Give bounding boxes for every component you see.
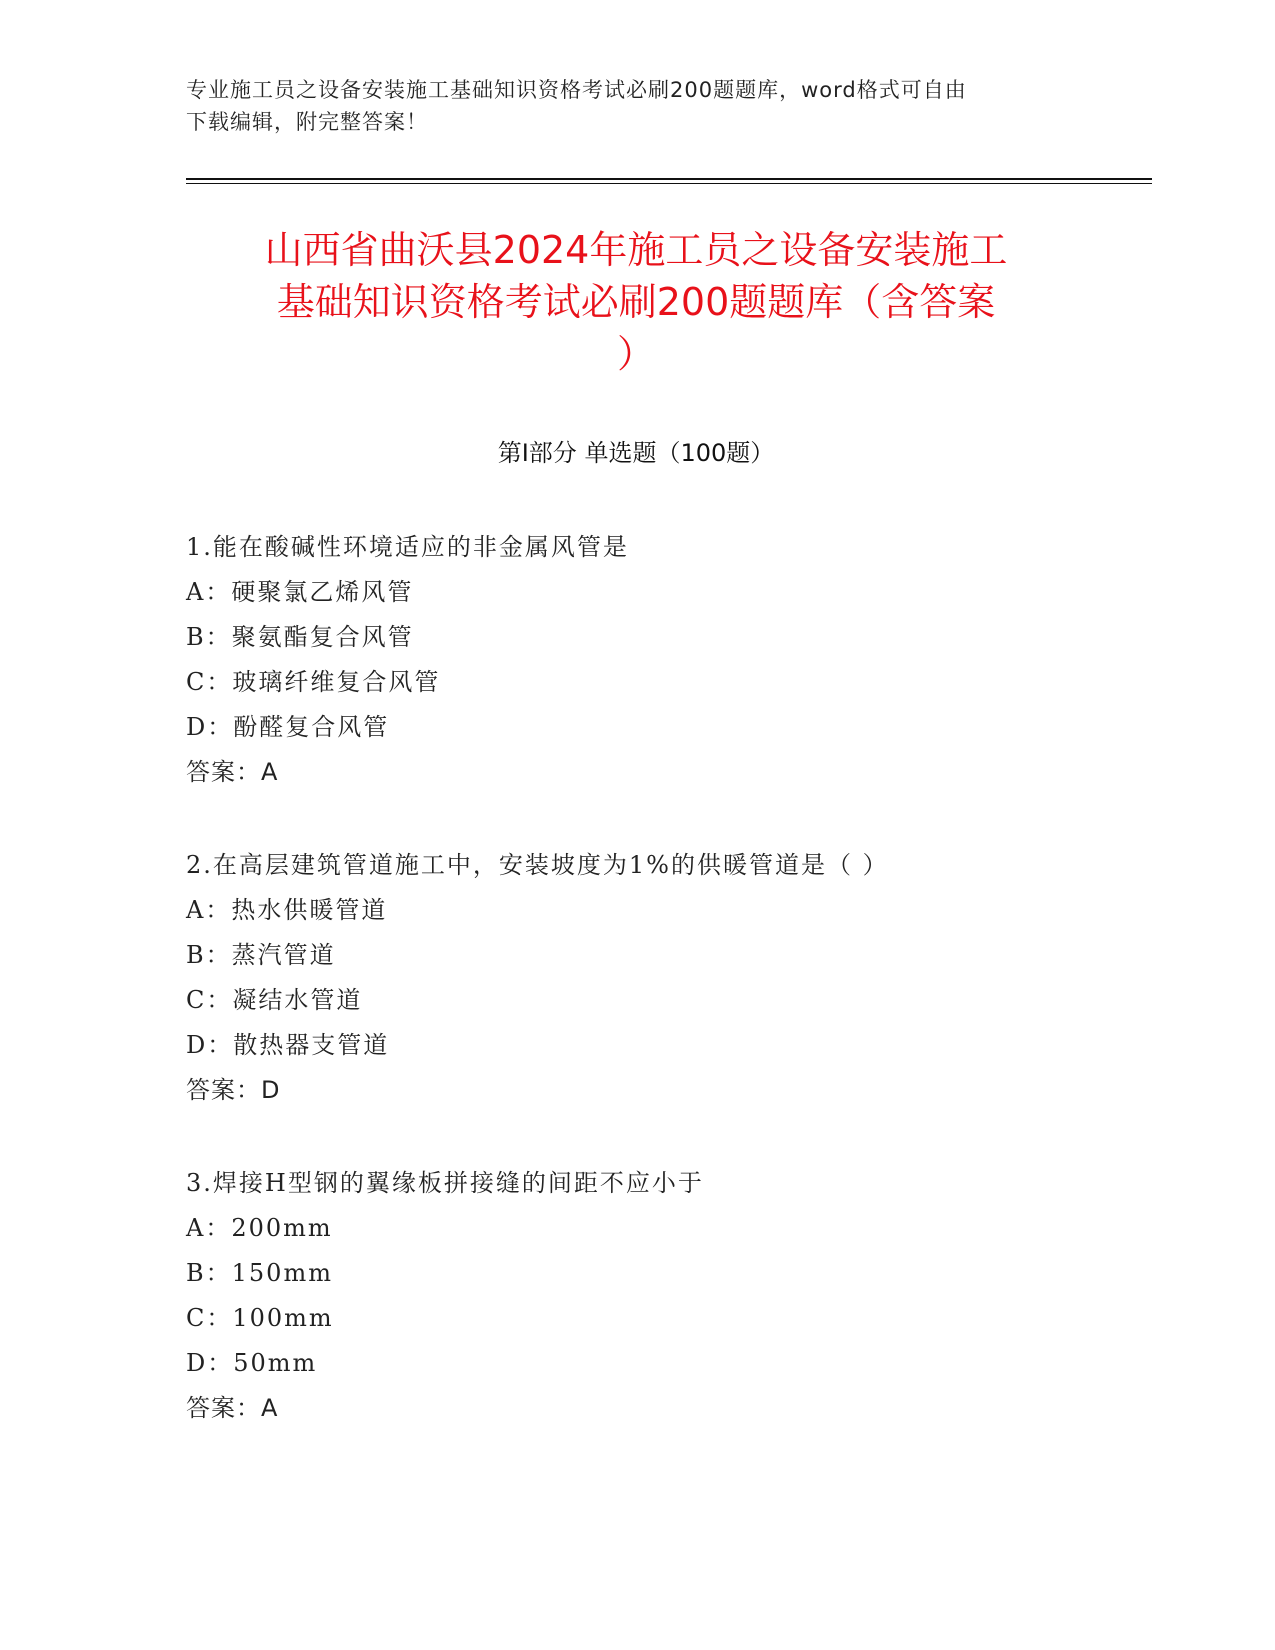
answer-line: 答案：D — [186, 1076, 281, 1104]
option-b: B：蒸汽管道 — [186, 941, 336, 969]
header-note — [186, 74, 1086, 138]
document-title — [186, 224, 1086, 380]
header-divider-thick — [186, 178, 1152, 180]
option-c: C：玻璃纤维复合风管 — [186, 668, 441, 696]
option-d: D：50mm — [186, 1349, 318, 1377]
answer-line: 答案：A — [186, 1394, 279, 1422]
option-b: B：聚氨酯复合风管 — [186, 623, 414, 651]
option-a: A：200mm — [186, 1214, 333, 1242]
question-block — [186, 1161, 1086, 1431]
option-b: B：150mm — [186, 1259, 333, 1287]
title-line-1: 山西省曲沃县2024年施工员之设备安装施工 — [264, 228, 1008, 272]
option-a: A：热水供暖管道 — [186, 896, 388, 924]
question-stem: 2.在高层建筑管道施工中，安装坡度为1%的供暖管道是（ ） — [186, 851, 889, 879]
header-note-line-1: 专业施工员之设备安装施工基础知识资格考试必刷200题题库，word格式可自由 — [186, 78, 967, 102]
title-line-2: 基础知识资格考试必刷200题题库（含答案 — [276, 280, 996, 324]
answer-line: 答案：A — [186, 758, 279, 786]
section-heading: 第Ⅰ部分 单选题（100题） — [497, 439, 775, 467]
option-c: C：100mm — [186, 1304, 334, 1332]
question-stem: 1.能在酸碱性环境适应的非金属风管是 — [186, 533, 629, 561]
option-d: D：散热器支管道 — [186, 1031, 390, 1059]
option-c: C：凝结水管道 — [186, 986, 363, 1014]
title-line-3: ） — [616, 332, 655, 376]
question-block — [186, 843, 1086, 1113]
header-divider-thin — [186, 183, 1152, 184]
header-note-line-2: 下载编辑，附完整答案！ — [186, 110, 428, 134]
option-a: A：硬聚氯乙烯风管 — [186, 578, 414, 606]
option-d: D：酚醛复合风管 — [186, 713, 390, 741]
question-stem: 3.焊接H型钢的翼缘板拼接缝的间距不应小于 — [186, 1169, 704, 1197]
question-block — [186, 525, 1086, 795]
